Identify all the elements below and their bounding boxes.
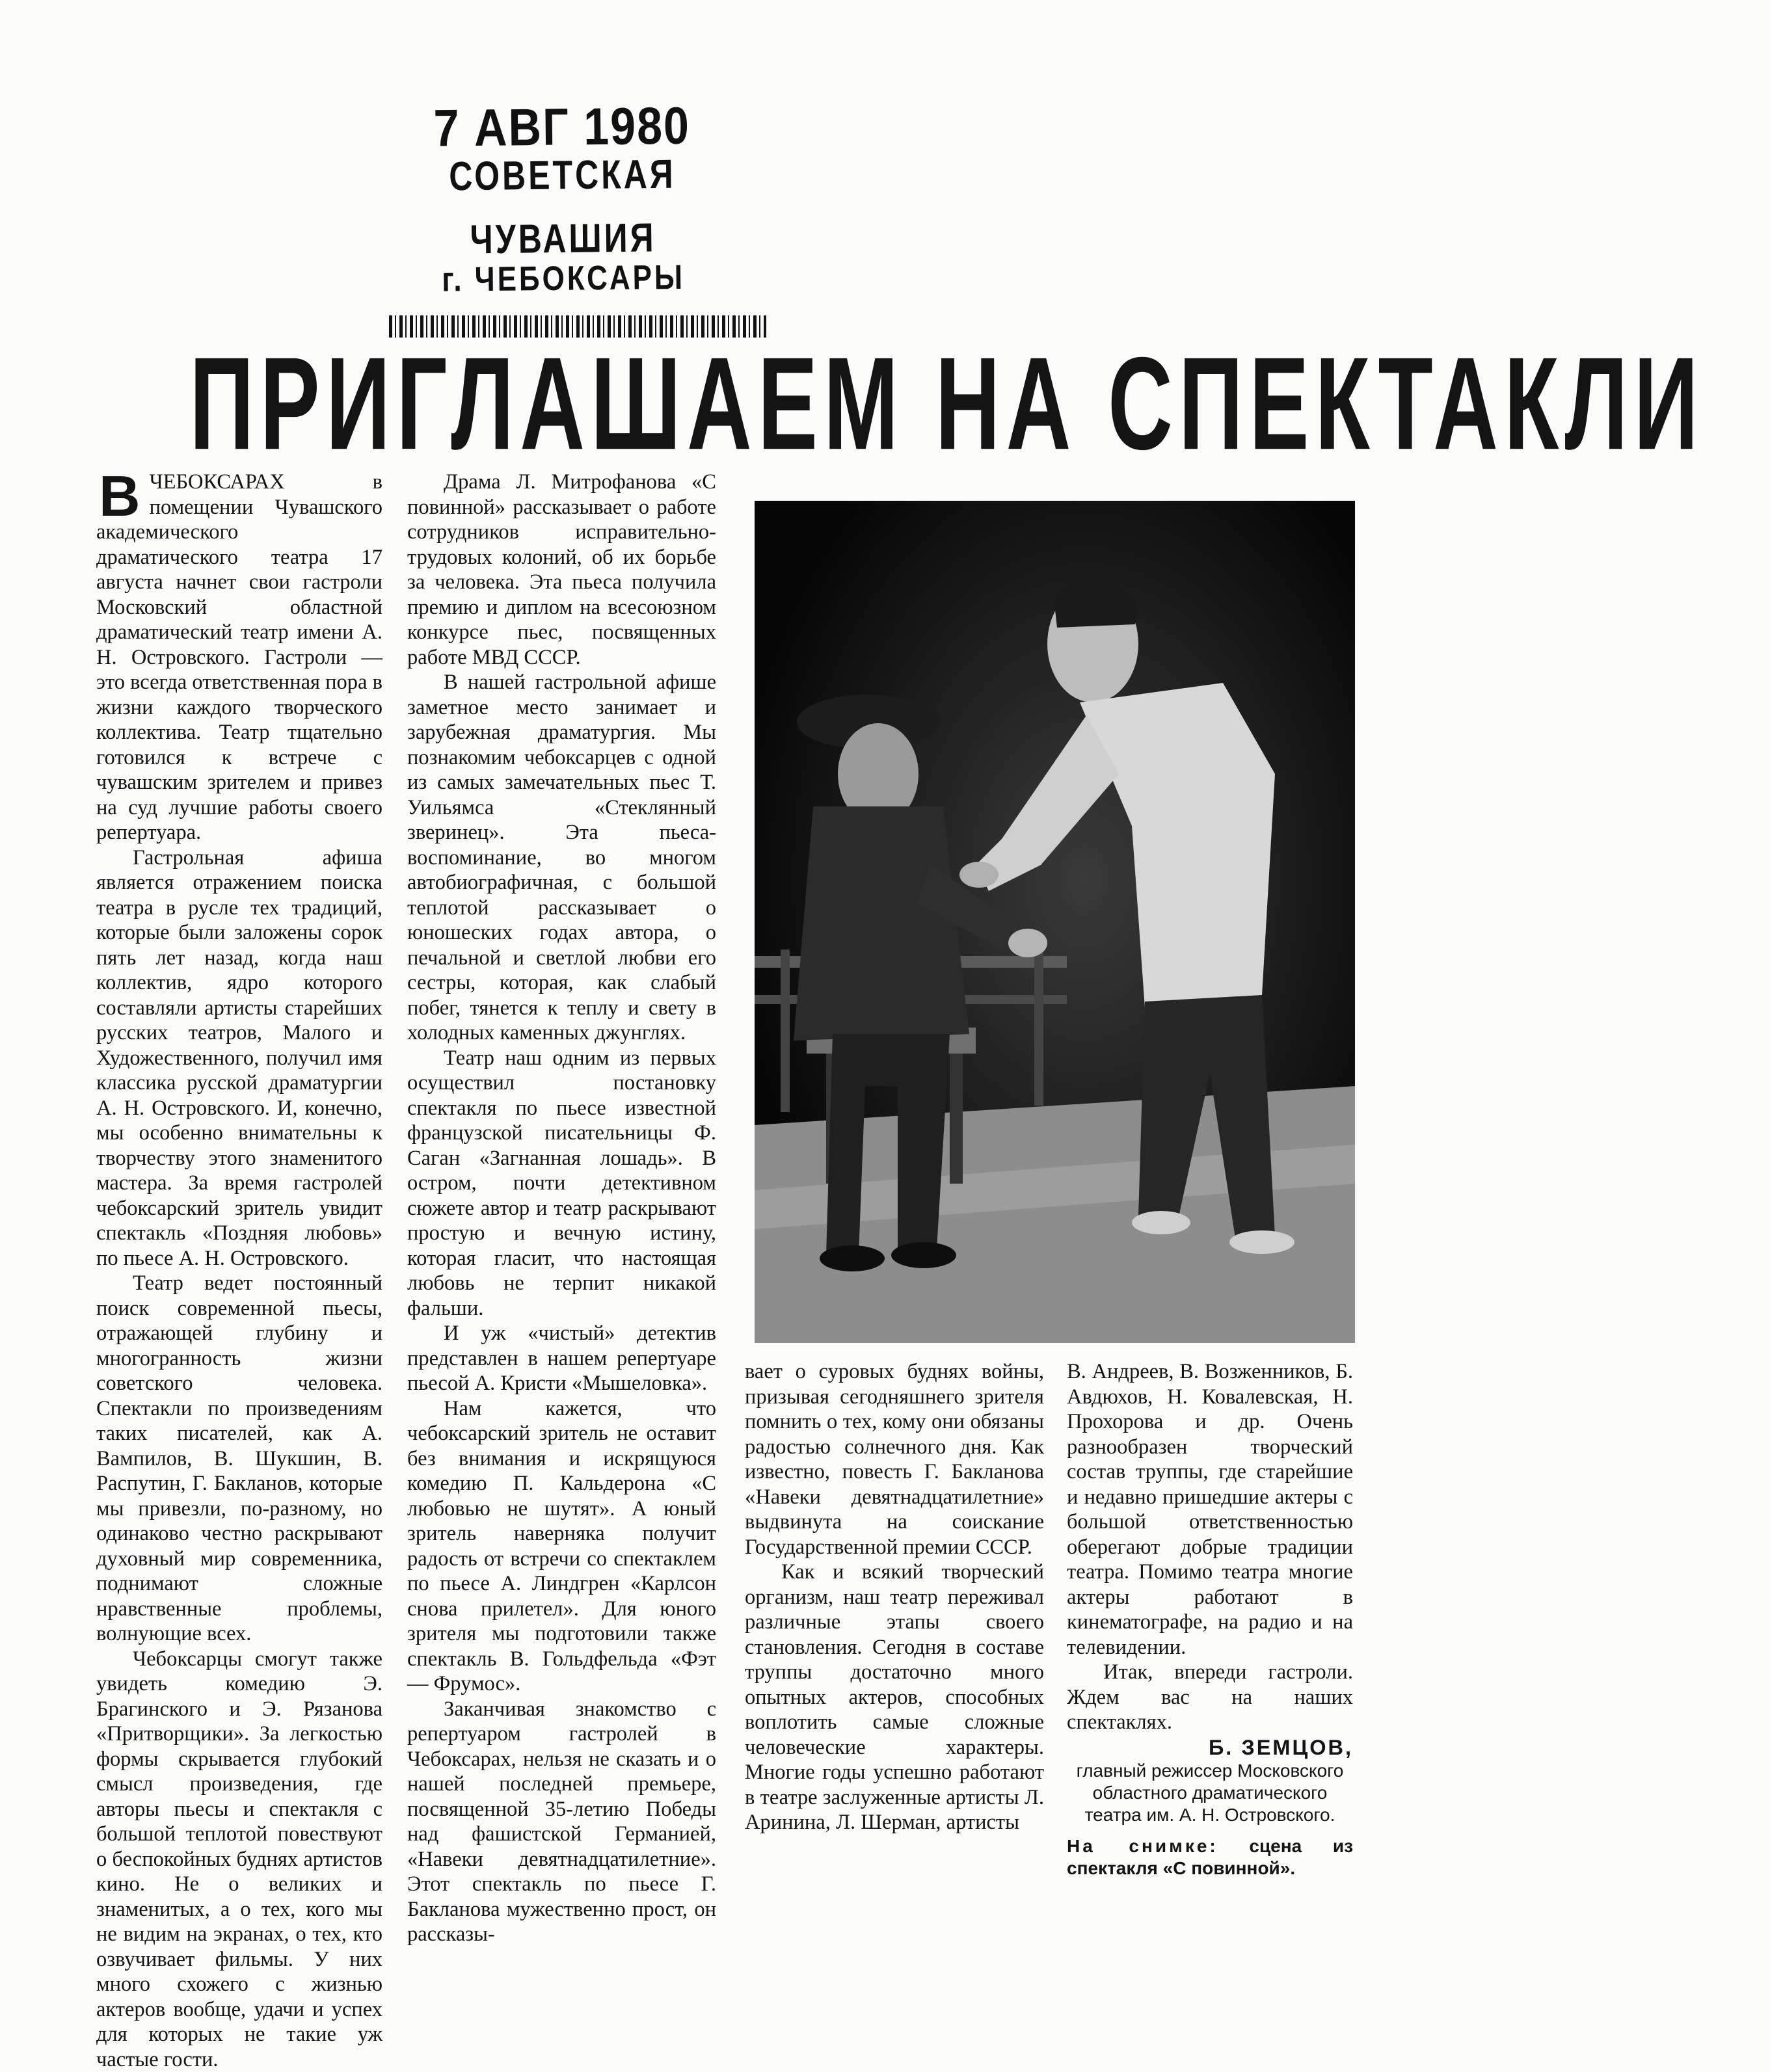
theatre-scene-photo	[755, 501, 1355, 1343]
paragraph: Как и всякий творческий организм, наш театр переживал различные этапы своего становления. Сегодня в составе труппы достаточно много опытных актеров, способных воплотить самые сложные человеческие характеры. Многие годы успешно работают в театре заслуженные артисты Л. Аринина, Л. Шерман, артисты	[745, 1560, 1044, 1835]
date-stamp	[389, 96, 736, 314]
paragraph: Чебоксарцы смогут также увидеть комедию Э. Брагинского и Э. Рязанова «Притворщики». За легкостью формы скрывается глубокий смысл произведения, где авторы пьесы и спектакля с большой теплотой повествуют о беспокойных буднях артистов кино. Не о великих и знаменитых, а о тех, кого мы не видим на экранах, о тех, кто озвучивает фильмы. У них много схожего с жизнью актеров вообще, удачи и успех для которых не такие уж частые гости.	[96, 1647, 382, 2072]
photo-image	[755, 501, 1355, 1343]
article-column-1	[96, 470, 382, 2072]
paragraph: В. Андреев, В. Возженников, Б. Авдюхов, Н. Ковалевская, Н. Прохорова и др. Очень разнообразен творческий состав труппы, где старейшие и недавно пришедшие актеры с большой ответственностью оберегают добрые традиции театра. Помимо театра многие актеры работают в кинематографе, на радио и на телевидении.	[1067, 1359, 1353, 1660]
caption-text: сцена из спектакля «С повинной».	[1067, 1836, 1353, 1878]
photo-caption	[1067, 1835, 1353, 1879]
paragraph: Итак, впереди гастроли. Ждем вас на наших спектаклях.	[1067, 1660, 1353, 1735]
paragraph	[96, 470, 382, 845]
stamp-date: 7 АВГ 1980	[389, 91, 734, 162]
drop-cap: В	[96, 473, 143, 519]
paragraph: Драма Л. Митрофанова «С повинной» рассказывает о работе сотрудников исправительно-трудовых колоний, об их борьбе за человека. Эта пьеса получила премию и диплом на всесоюзном конкурсе пьес, посвященных работе МВД СССР.	[407, 470, 716, 670]
paragraph: Театр наш одним из первых осуществил постановку спектакля по пьесе известной французской писательницы Ф. Саган «Загнанная лошадь». В остром, почти детективном сюжете автор и театр раскрывают простую и вечную истину, которая гласит, что настоящая любовь не терпит никакой фальши.	[407, 1046, 716, 1322]
paragraph: Заканчивая знакомство с репертуаром гастролей в Чебоксарах, нельзя не сказать и о нашей последней премьере, посвященной 35-летию Победы над фашистской Германией, «Навеки девятнадцатилетние». Этот спектакль по пьесе Г. Бакланова мужественно прост, он рассказы-	[407, 1697, 716, 1947]
paragraph: Нам кажется, что чебоксарский зритель не оставит без внимания и искрящуюся комедию П. Кальдерона «С любовью не шутят». А юный зритель наверняка получит радость от встречи со спектаклем по пьесе А. Линдгрен «Карлсон снова прилетел». Для юного зрителя мы подготовили также спектакль В. Гольдфельда «Фэт — Фрумос».	[407, 1396, 716, 1697]
paragraph-text: ЧЕБОКСАРАХ в помещении Чувашского академического драматического театра 17 августа начнет свои гастроли Московский областной драматический театр имени А. Н. Островского. Гастроли — это всегда ответственная пора в жизни каждого творческого коллектива. Театр тщательно готовился к встрече с чувашским зрителем и привез на суд лучшие работы своего репертуара.	[96, 470, 382, 844]
stamp-newspaper: СОВЕТСКАЯ ЧУВАШИЯ	[390, 142, 736, 272]
paragraph: Гастрольная афиша является отражением поиска театра в русле тех традиций, которые были заложены сорок пять лет назад, когда наш коллектив, ядро которого составляли артисты старейших русских театров, Малого и Художественного, получил имя классика русской драматургии А. Н. Островского. И, конечно, мы особенно внимательны к творчеству этого знаменитого мастера. За время гастролей чебоксарский зритель увидит спектакль «Поздняя любовь» по пьесе А. Н. Островского.	[96, 845, 382, 1271]
author-name: Б. ЗЕМЦОВ,	[1067, 1735, 1353, 1760]
article-column-2	[407, 470, 716, 1947]
article-column-3	[745, 1359, 1044, 1835]
article-column-4	[1067, 1359, 1353, 1879]
paragraph: вает о суровых буднях войны, призывая сегодняшнего зрителя помнить о тех, кому они обязаны радостью солнечного дня. Как известно, повесть Г. Бакланова «Навеки девятнадцатилетние» выдвинута на соискание Государственной премии СССР.	[745, 1359, 1044, 1560]
caption-lead: На снимке:	[1067, 1836, 1218, 1856]
paragraph: И уж «чистый» детектив представлен в нашем репертуаре пьесой А. Кристи «Мышеловка».	[407, 1321, 716, 1396]
author-title: главный режиссер Московского областного драматического театра им. А. Н. Островского.	[1067, 1760, 1353, 1826]
paragraph: В нашей гастрольной афише заметное место занимает и зарубежная драматургия. Мы познакомим чебоксарцев с одной из самых замечательных пьес Т. Уильямса «Стеклянный зверинец». Эта пьеса-воспоминание, во многом автобиографичная, с большой теплотой рассказывает о юношеских годах автора, о печальной и светлой любви его сестры, которая, как слабый побег, тянется к теплу и свету в холодных каменных джунглях.	[407, 670, 716, 1046]
stamp-city: г. ЧЕБОКСАРЫ	[391, 252, 736, 307]
paragraph: Театр ведет постоянный поиск современной пьесы, отражающей глубину и многогранность жизни советского человека. Спектакли по произведениям таких писателей, как А. Вампилов, В. Шукшин, В. Распутин, Г. Бакланов, которые мы привезли, по-разному, но одинаково честно раскрывают духовный мир современника, поднимают сложные нравственные проблемы, волнующие всех.	[96, 1271, 382, 1647]
headline	[124, 348, 1327, 458]
headline-text: ПРИГЛАШАЕМ НА СПЕКТАКЛИ	[189, 328, 1704, 478]
